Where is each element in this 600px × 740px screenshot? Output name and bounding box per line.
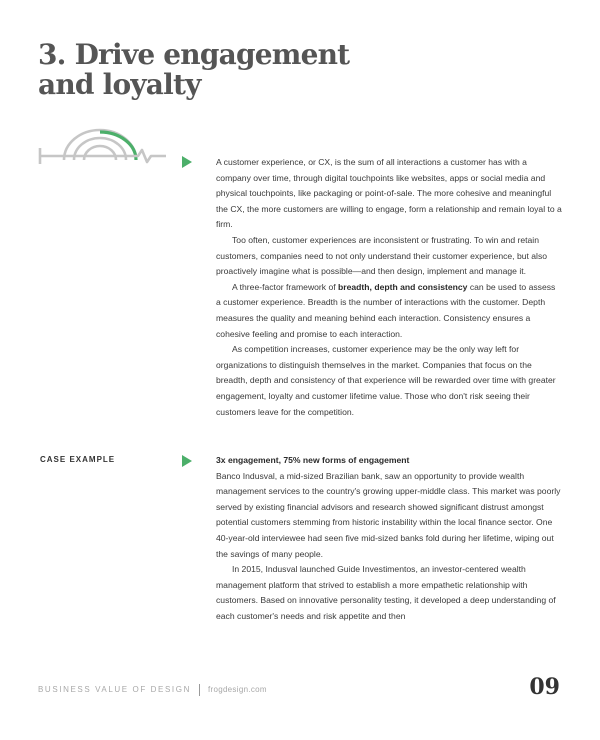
framework-text: can be used to assess a customer experience. Breadth is the number of interactions with the customer. Depth measures the quality and meaning behind each interaction. Consistency ensures a cohesive feeling and promise to each interaction. — [216, 281, 556, 339]
framework-keywords: breadth, depth and consistency — [338, 281, 468, 292]
play-arrow-icon — [182, 455, 192, 467]
framework-text: A three-factor framework of — [232, 281, 339, 292]
page-number: 09 — [529, 674, 560, 700]
intro-paragraph — [216, 280, 562, 342]
case-example-title: 3x engagement, 75% new forms of engagement — [216, 455, 410, 465]
section-heading — [38, 40, 349, 100]
intro-text — [216, 155, 562, 420]
footer — [38, 684, 267, 696]
footer-divider — [199, 684, 200, 696]
case-example-label: CASE EXAMPLE — [40, 455, 116, 464]
footer-website: frogdesign.com — [207, 685, 267, 695]
case-paragraph: Banco Indusval, a mid-sized Brazilian bank, saw an opportunity to provide wealth management services to the country's growing upper-middle class. This market was poorly served by existing financial advisors and research showed significant distrust amongst potential customers stemming from historic instability within the local finance sector. One 40-year-old interviewee had seen five mid-sized banks fold during her lifetime, wiping out the savings of many people. — [216, 470, 561, 559]
graphic-baseline — [40, 150, 166, 162]
heading-line-2: and loyalty — [38, 68, 201, 101]
intro-paragraph: Too often, customer experiences are inconsistent or frustrating. To win and retain customers, companies need to not only understand their customer experience, but also proactively imagine what is possible—and then design, implement and manage it. — [216, 234, 548, 277]
footer-brand: BUSINESS VALUE OF DESIGN — [38, 685, 191, 695]
play-arrow-icon — [182, 156, 192, 168]
graphic-arc-inner — [84, 146, 116, 160]
intro-paragraph: A customer experience, or CX, is the sum of all interactions a customer has with a company over time, through digital touchpoints like websites, apps or social media and physical touchpoints, like packaging or point-of-sale. The more cohesive and meaningful the CX, the more customers are willing to engage, form a relationship and remain loyal to a firm. — [216, 157, 562, 230]
case-paragraph: In 2015, Indusval launched Guide Investimentos, an investor-centered wealth management platform that strived to establish a more empathetic relationship with customers. Based on innovative personality testing, it developed a deep understanding of each customer's needs and risk appetite and then — [216, 564, 556, 621]
engagement-graphic — [38, 128, 168, 170]
intro-paragraph: As competition increases, customer experience may be the only way left for organizations to distinguish themselves in the market. Companies that focus on the breadth, depth and consistency of that experience will be rewarded over time with greater engagement, loyalty and customer lifetime value. Those who don't risk seeing their customers leave for the competition. — [216, 344, 556, 417]
case-example-text — [216, 453, 562, 625]
heading-line-1: 3. Drive engagement — [38, 38, 350, 71]
